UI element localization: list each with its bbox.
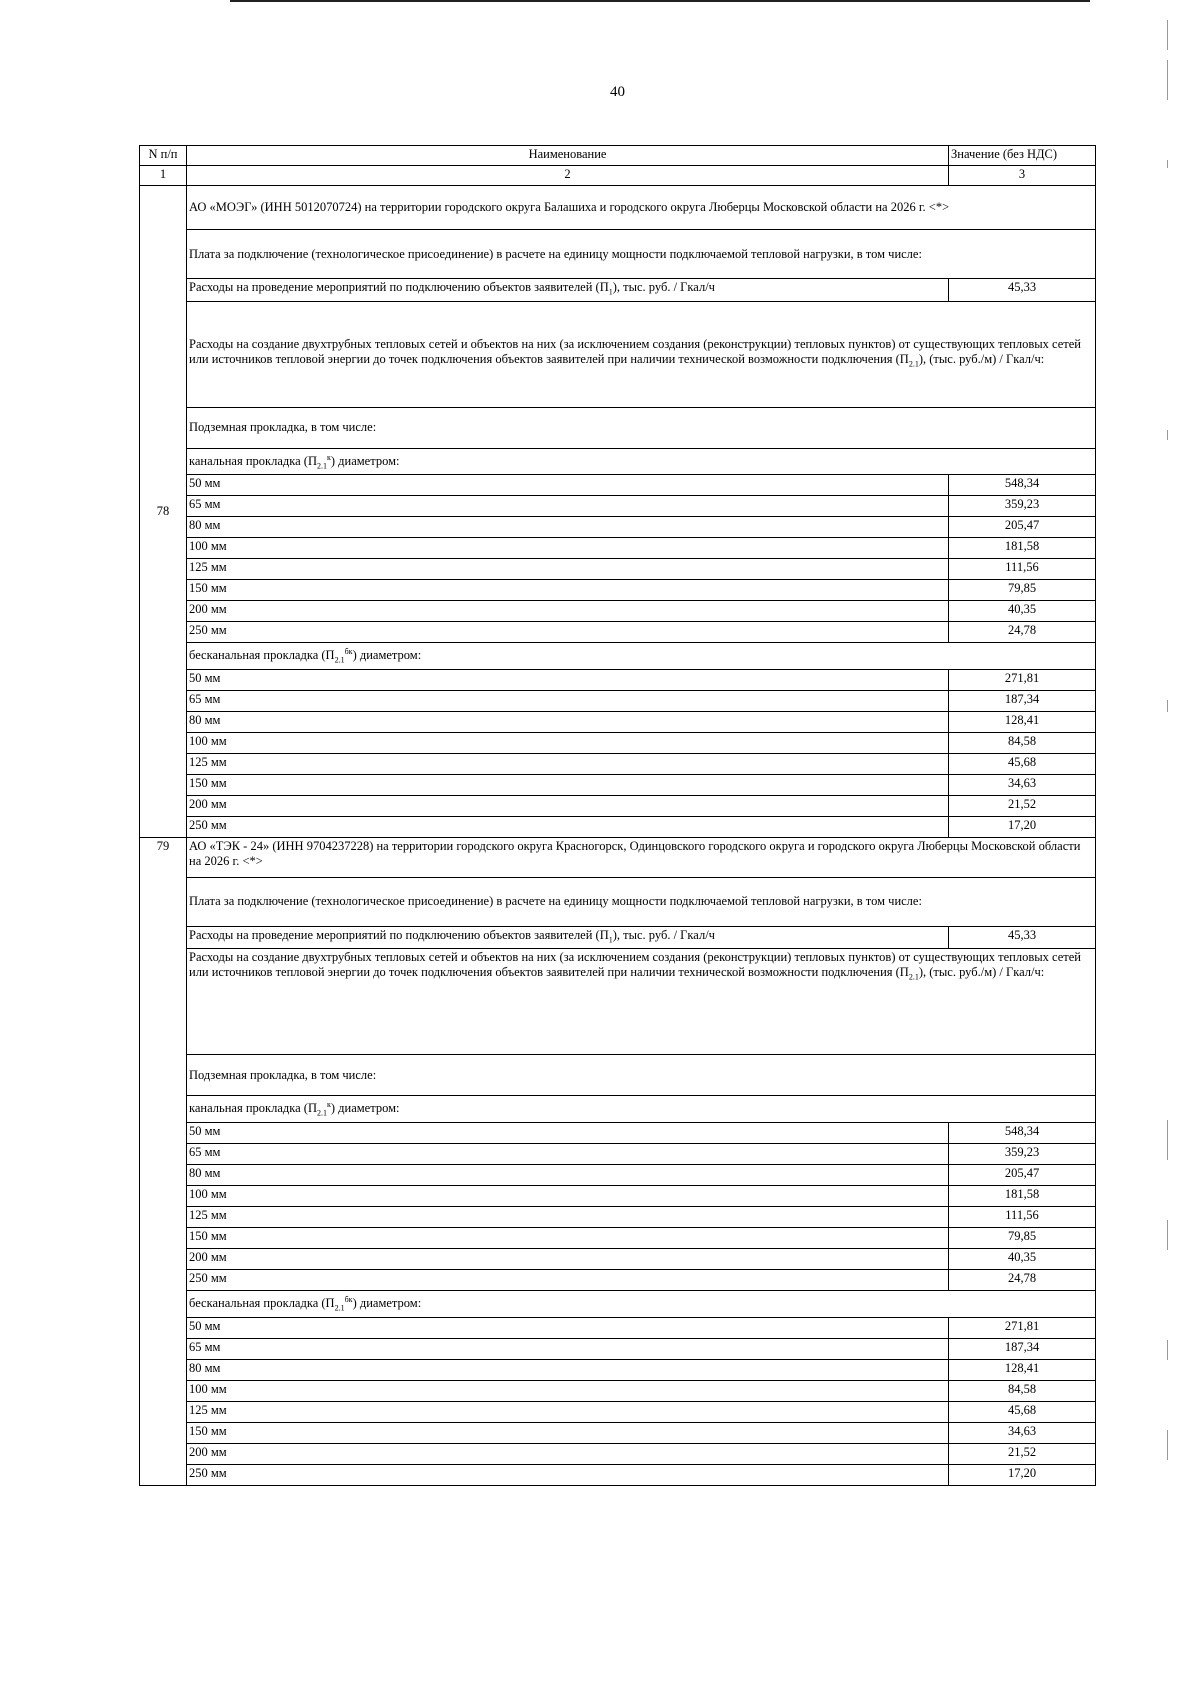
text-fragment: ), тыс. руб. / Гкал/ч	[612, 927, 715, 942]
channelless-diameter-row	[140, 690, 1096, 711]
diameter-label: 150 мм	[187, 580, 949, 601]
channelless-diameter-row	[140, 1317, 1096, 1338]
channel-diameter-row	[140, 496, 1096, 517]
channel-heading	[187, 448, 1096, 475]
two-pipe-row	[140, 949, 1096, 1055]
superscript: бк	[344, 1294, 353, 1304]
channelless-diameter-row	[140, 1359, 1096, 1380]
channel-diameter-row	[140, 601, 1096, 622]
diameter-label: 65 мм	[187, 1143, 949, 1164]
diameter-value: 187,34	[949, 690, 1096, 711]
channel-diameter-row	[140, 1248, 1096, 1269]
diameter-value: 548,34	[949, 1122, 1096, 1143]
channel-diameter-row	[140, 1206, 1096, 1227]
diameter-label: 100 мм	[187, 732, 949, 753]
underground-row	[140, 407, 1096, 448]
diameter-label: 150 мм	[187, 1227, 949, 1248]
diameter-value: 34,63	[949, 1422, 1096, 1443]
header-number: N п/п	[140, 146, 187, 166]
superscript: к	[327, 452, 331, 462]
subscript: 2.1	[317, 461, 327, 471]
table-index-row	[140, 166, 1096, 186]
subscript: 2.1	[334, 1303, 345, 1313]
underground-row	[140, 1055, 1096, 1096]
organization-row	[140, 186, 1096, 230]
two-pipe-row	[140, 301, 1096, 407]
diameter-value: 128,41	[949, 711, 1096, 732]
channelless-heading	[187, 643, 1096, 670]
diameter-label: 125 мм	[187, 1206, 949, 1227]
diameter-value: 359,23	[949, 496, 1096, 517]
channelless-diameter-row	[140, 816, 1096, 837]
channel-diameter-row	[140, 1164, 1096, 1185]
channel-diameter-row	[140, 622, 1096, 643]
channel-diameter-row	[140, 559, 1096, 580]
channel-diameter-row	[140, 1227, 1096, 1248]
diameter-value: 24,78	[949, 622, 1096, 643]
channelless-diameter-row	[140, 1401, 1096, 1422]
scan-top-border	[230, 0, 1090, 2]
diameter-value: 187,34	[949, 1338, 1096, 1359]
channelless-diameter-row	[140, 1422, 1096, 1443]
text-fragment: бесканальная прокладка (П	[189, 1296, 335, 1311]
text-fragment: канальная прокладка (П	[189, 453, 317, 468]
underground-label: Подземная прокладка, в том числе:	[187, 407, 1096, 448]
channelless-diameter-row	[140, 1380, 1096, 1401]
p1-value: 45,33	[949, 926, 1096, 949]
p1-label	[187, 279, 949, 302]
channel-diameter-row	[140, 1185, 1096, 1206]
subscript: 1	[608, 935, 613, 945]
index-3: 3	[949, 166, 1096, 186]
two-pipe-label	[187, 949, 1096, 1055]
diameter-value: 40,35	[949, 601, 1096, 622]
p1-label	[187, 926, 949, 949]
superscript: бк	[344, 647, 353, 657]
text-fragment: Расходы на создание двухтрубных тепловых сетей и объектов на них (за исключением создания (реконструкции) тепловых пунктов) от существующих тепловых сетей или источников тепловой энергии до точек подключения объектов заявителей при наличии технической возможности подключения (П	[189, 950, 1081, 980]
diameter-value: 181,58	[949, 1185, 1096, 1206]
diameter-label: 200 мм	[187, 601, 949, 622]
diameter-label: 200 мм	[187, 1248, 949, 1269]
two-pipe-label	[187, 301, 1096, 407]
text-fragment: ) диаметром:	[352, 648, 422, 663]
diameter-label: 250 мм	[187, 1269, 949, 1290]
page-number: 40	[610, 84, 625, 100]
text-fragment: ) диаметром:	[330, 1101, 400, 1116]
diameter-value: 17,20	[949, 1464, 1096, 1485]
diameter-value: 21,52	[949, 1443, 1096, 1464]
index-1: 1	[140, 166, 187, 186]
diameter-value: 205,47	[949, 517, 1096, 538]
diameter-label: 250 мм	[187, 1464, 949, 1485]
tariff-table	[139, 145, 1096, 1486]
diameter-value: 45,68	[949, 753, 1096, 774]
text-fragment: ), (тыс. руб./м) / Гкал/ч:	[918, 965, 1045, 980]
section-number: 78	[140, 186, 187, 838]
subscript: 2.1	[908, 359, 919, 369]
channel-heading	[187, 1096, 1096, 1123]
header-name: Наименование	[187, 146, 949, 166]
diameter-value: 205,47	[949, 1164, 1096, 1185]
diameter-value: 84,58	[949, 1380, 1096, 1401]
table-header-row	[140, 146, 1096, 166]
diameter-label: 250 мм	[187, 816, 949, 837]
diameter-value: 24,78	[949, 1269, 1096, 1290]
diameter-label: 50 мм	[187, 1317, 949, 1338]
organization-title: АО «ТЭК - 24» (ИНН 9704237228) на территории городского округа Красногорск, Одинцовского городского округа и городского округа Люберцы Московской области на 2026 г. <*>	[187, 837, 1096, 877]
diameter-value: 548,34	[949, 475, 1096, 496]
diameter-value: 34,63	[949, 774, 1096, 795]
diameter-value: 128,41	[949, 1359, 1096, 1380]
diameter-value: 271,81	[949, 1317, 1096, 1338]
diameter-label: 125 мм	[187, 1401, 949, 1422]
diameter-value: 271,81	[949, 669, 1096, 690]
subscript: 2.1	[908, 972, 919, 982]
subscript: 2.1	[334, 655, 345, 665]
diameter-value: 40,35	[949, 1248, 1096, 1269]
channel-diameter-row	[140, 580, 1096, 601]
superscript: к	[327, 1100, 331, 1110]
text-fragment: ) диаметром:	[330, 453, 400, 468]
text-fragment: ), (тыс. руб./м) / Гкал/ч:	[918, 351, 1045, 366]
channelless-diameter-row	[140, 774, 1096, 795]
diameter-label: 100 мм	[187, 538, 949, 559]
channel-heading-row	[140, 1096, 1096, 1123]
channelless-heading-row	[140, 643, 1096, 670]
text-fragment: Расходы на создание двухтрубных тепловых сетей и объектов на них (за исключением создания (реконструкции) тепловых пунктов) от существующих тепловых сетей или источников тепловой энергии до точек подключения объектов заявителей при наличии технической возможности подключения (П	[189, 336, 1081, 366]
organization-row	[140, 837, 1096, 877]
channelless-diameter-row	[140, 732, 1096, 753]
diameter-value: 111,56	[949, 1206, 1096, 1227]
index-2: 2	[187, 166, 949, 186]
fee-row	[140, 230, 1096, 279]
channel-diameter-row	[140, 1143, 1096, 1164]
p1-row	[140, 926, 1096, 949]
diameter-label: 80 мм	[187, 711, 949, 732]
channelless-diameter-row	[140, 795, 1096, 816]
diameter-label: 125 мм	[187, 559, 949, 580]
diameter-label: 100 мм	[187, 1185, 949, 1206]
diameter-value: 359,23	[949, 1143, 1096, 1164]
diameter-label: 65 мм	[187, 1338, 949, 1359]
text-fragment: ), тыс. руб. / Гкал/ч	[612, 280, 715, 294]
section-number: 79	[140, 837, 187, 1485]
channelless-diameter-row	[140, 1338, 1096, 1359]
diameter-label: 80 мм	[187, 1359, 949, 1380]
channelless-diameter-row	[140, 1443, 1096, 1464]
diameter-label: 65 мм	[187, 690, 949, 711]
diameter-label: 200 мм	[187, 1443, 949, 1464]
diameter-label: 50 мм	[187, 1122, 949, 1143]
diameter-value: 181,58	[949, 538, 1096, 559]
diameter-label: 125 мм	[187, 753, 949, 774]
header-value: Значение (без НДС)	[949, 146, 1096, 166]
channel-diameter-row	[140, 475, 1096, 496]
text-fragment: ) диаметром:	[352, 1296, 422, 1311]
diameter-label: 100 мм	[187, 1380, 949, 1401]
channel-diameter-row	[140, 1122, 1096, 1143]
diameter-label: 150 мм	[187, 774, 949, 795]
diameter-label: 50 мм	[187, 669, 949, 690]
diameter-value: 79,85	[949, 580, 1096, 601]
channel-diameter-row	[140, 517, 1096, 538]
channelless-diameter-row	[140, 753, 1096, 774]
p1-value: 45,33	[949, 279, 1096, 302]
diameter-value: 21,52	[949, 795, 1096, 816]
channelless-diameter-row	[140, 669, 1096, 690]
channelless-heading	[187, 1290, 1096, 1317]
diameter-label: 250 мм	[187, 622, 949, 643]
diameter-value: 17,20	[949, 816, 1096, 837]
fee-label: Плата за подключение (технологическое присоединение) в расчете на единицу мощности подключаемой тепловой нагрузки, в том числе:	[187, 230, 1096, 279]
diameter-label: 80 мм	[187, 1164, 949, 1185]
channelless-diameter-row	[140, 1464, 1096, 1485]
subscript: 2.1	[317, 1108, 327, 1118]
diameter-label: 50 мм	[187, 475, 949, 496]
diameter-label: 80 мм	[187, 517, 949, 538]
text-fragment: канальная прокладка (П	[189, 1101, 317, 1116]
diameter-value: 79,85	[949, 1227, 1096, 1248]
diameter-label: 65 мм	[187, 496, 949, 517]
channel-heading-row	[140, 448, 1096, 475]
fee-row	[140, 877, 1096, 926]
channel-diameter-row	[140, 538, 1096, 559]
text-fragment: Расходы на проведение мероприятий по подключению объектов заявителей (П	[189, 280, 609, 294]
text-fragment: бесканальная прокладка (П	[189, 648, 335, 663]
text-fragment: Расходы на проведение мероприятий по подключению объектов заявителей (П	[189, 927, 609, 942]
channel-diameter-row	[140, 1269, 1096, 1290]
diameter-value: 111,56	[949, 559, 1096, 580]
scan-edge-marks	[1167, 0, 1169, 1699]
channelless-diameter-row	[140, 711, 1096, 732]
subscript: 1	[608, 287, 613, 297]
diameter-value: 84,58	[949, 732, 1096, 753]
diameter-label: 200 мм	[187, 795, 949, 816]
diameter-value: 45,68	[949, 1401, 1096, 1422]
underground-label: Подземная прокладка, в том числе:	[187, 1055, 1096, 1096]
p1-row	[140, 279, 1096, 302]
diameter-label: 150 мм	[187, 1422, 949, 1443]
organization-title: АО «МОЭГ» (ИНН 5012070724) на территории городского округа Балашиха и городского округа Люберцы Московской области на 2026 г. <*>	[187, 186, 1096, 230]
channelless-heading-row	[140, 1290, 1096, 1317]
fee-label: Плата за подключение (технологическое присоединение) в расчете на единицу мощности подключаемой тепловой нагрузки, в том числе:	[187, 877, 1096, 926]
